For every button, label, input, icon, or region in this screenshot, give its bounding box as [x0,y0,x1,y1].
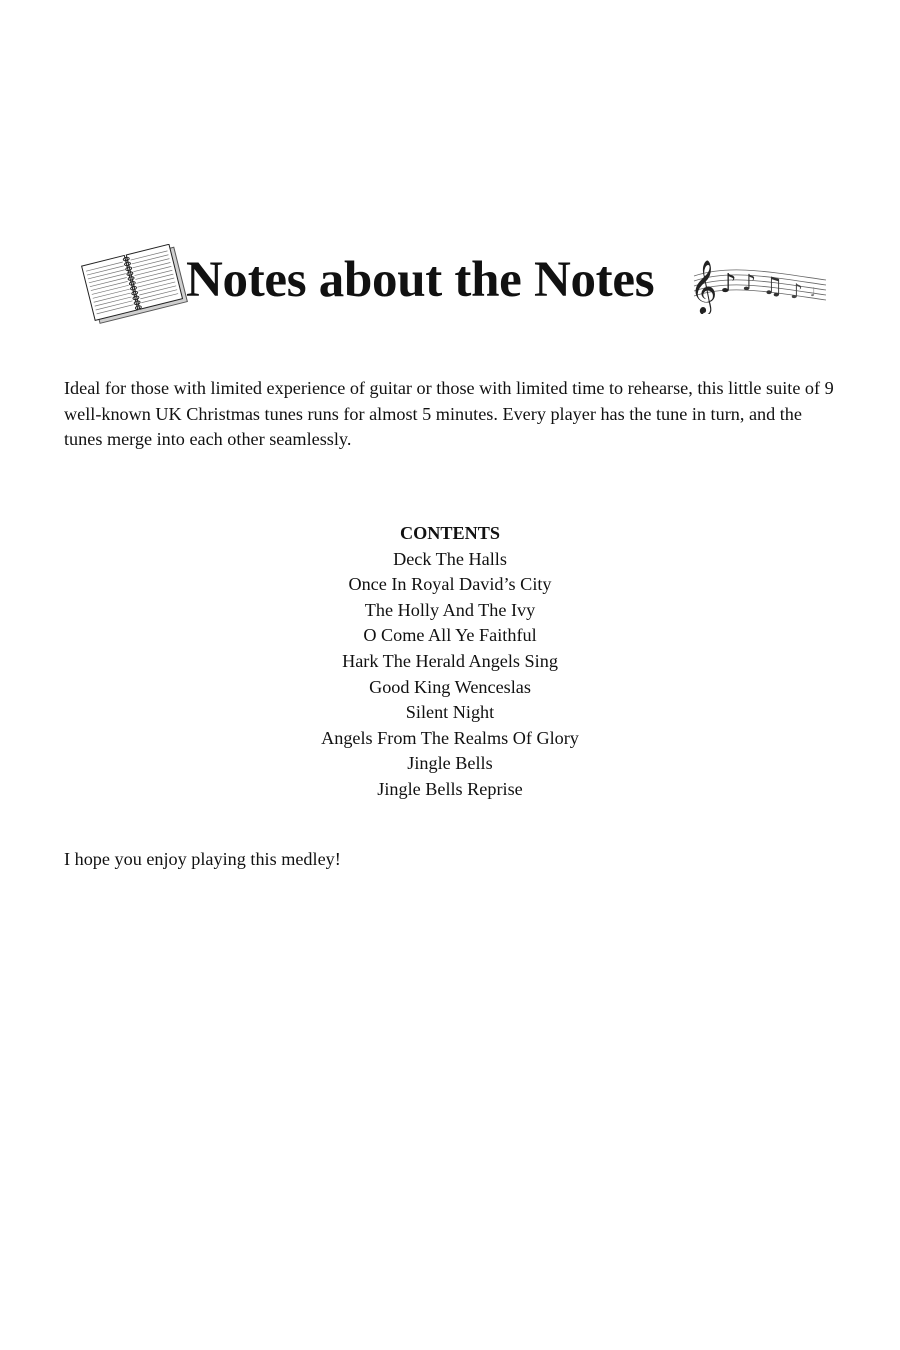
contents-item: O Come All Ye Faithful [363,625,537,646]
contents-heading: CONTENTS [399,523,501,543]
svg-text:𝄞: 𝄞 [690,259,718,313]
contents-list [0,547,900,803]
contents-item: The Holly And The Ivy [364,599,536,620]
intro-paragraph: Ideal for those with limited experience of guitar or those with limited time to rehearse, this little suite of 9 well-known UK Christmas tunes runs for almost 5 minutes. Every player has the tune in turn, and the tunes merge into each other seamlessly. [64,378,834,449]
music-notes-icon [690,250,830,314]
svg-text:♩: ♩ [810,285,816,299]
contents-section [0,521,900,803]
svg-text:♪: ♪ [742,271,757,296]
contents-item: Silent Night [405,702,495,723]
contents-item: Jingle Bells [407,753,493,774]
page-title: Notes about the Notes [186,252,655,308]
contents-item: Hark The Herald Angels Sing [342,650,558,671]
notebook-icon [78,244,190,324]
contents-item: Deck The Halls [393,548,507,569]
svg-text:♪: ♪ [790,279,803,303]
svg-text:♫: ♫ [762,272,784,300]
svg-text:♪: ♪ [720,269,737,299]
contents-item: Good King Wenceslas [369,676,531,697]
title-row [78,244,838,324]
contents-item: Jingle Bells Reprise [377,778,523,799]
contents-item: Angels From The Realms Of Glory [321,727,579,748]
closing-line: I hope you enjoy playing this medley! [64,849,341,869]
contents-item: Once In Royal David’s City [348,574,552,595]
